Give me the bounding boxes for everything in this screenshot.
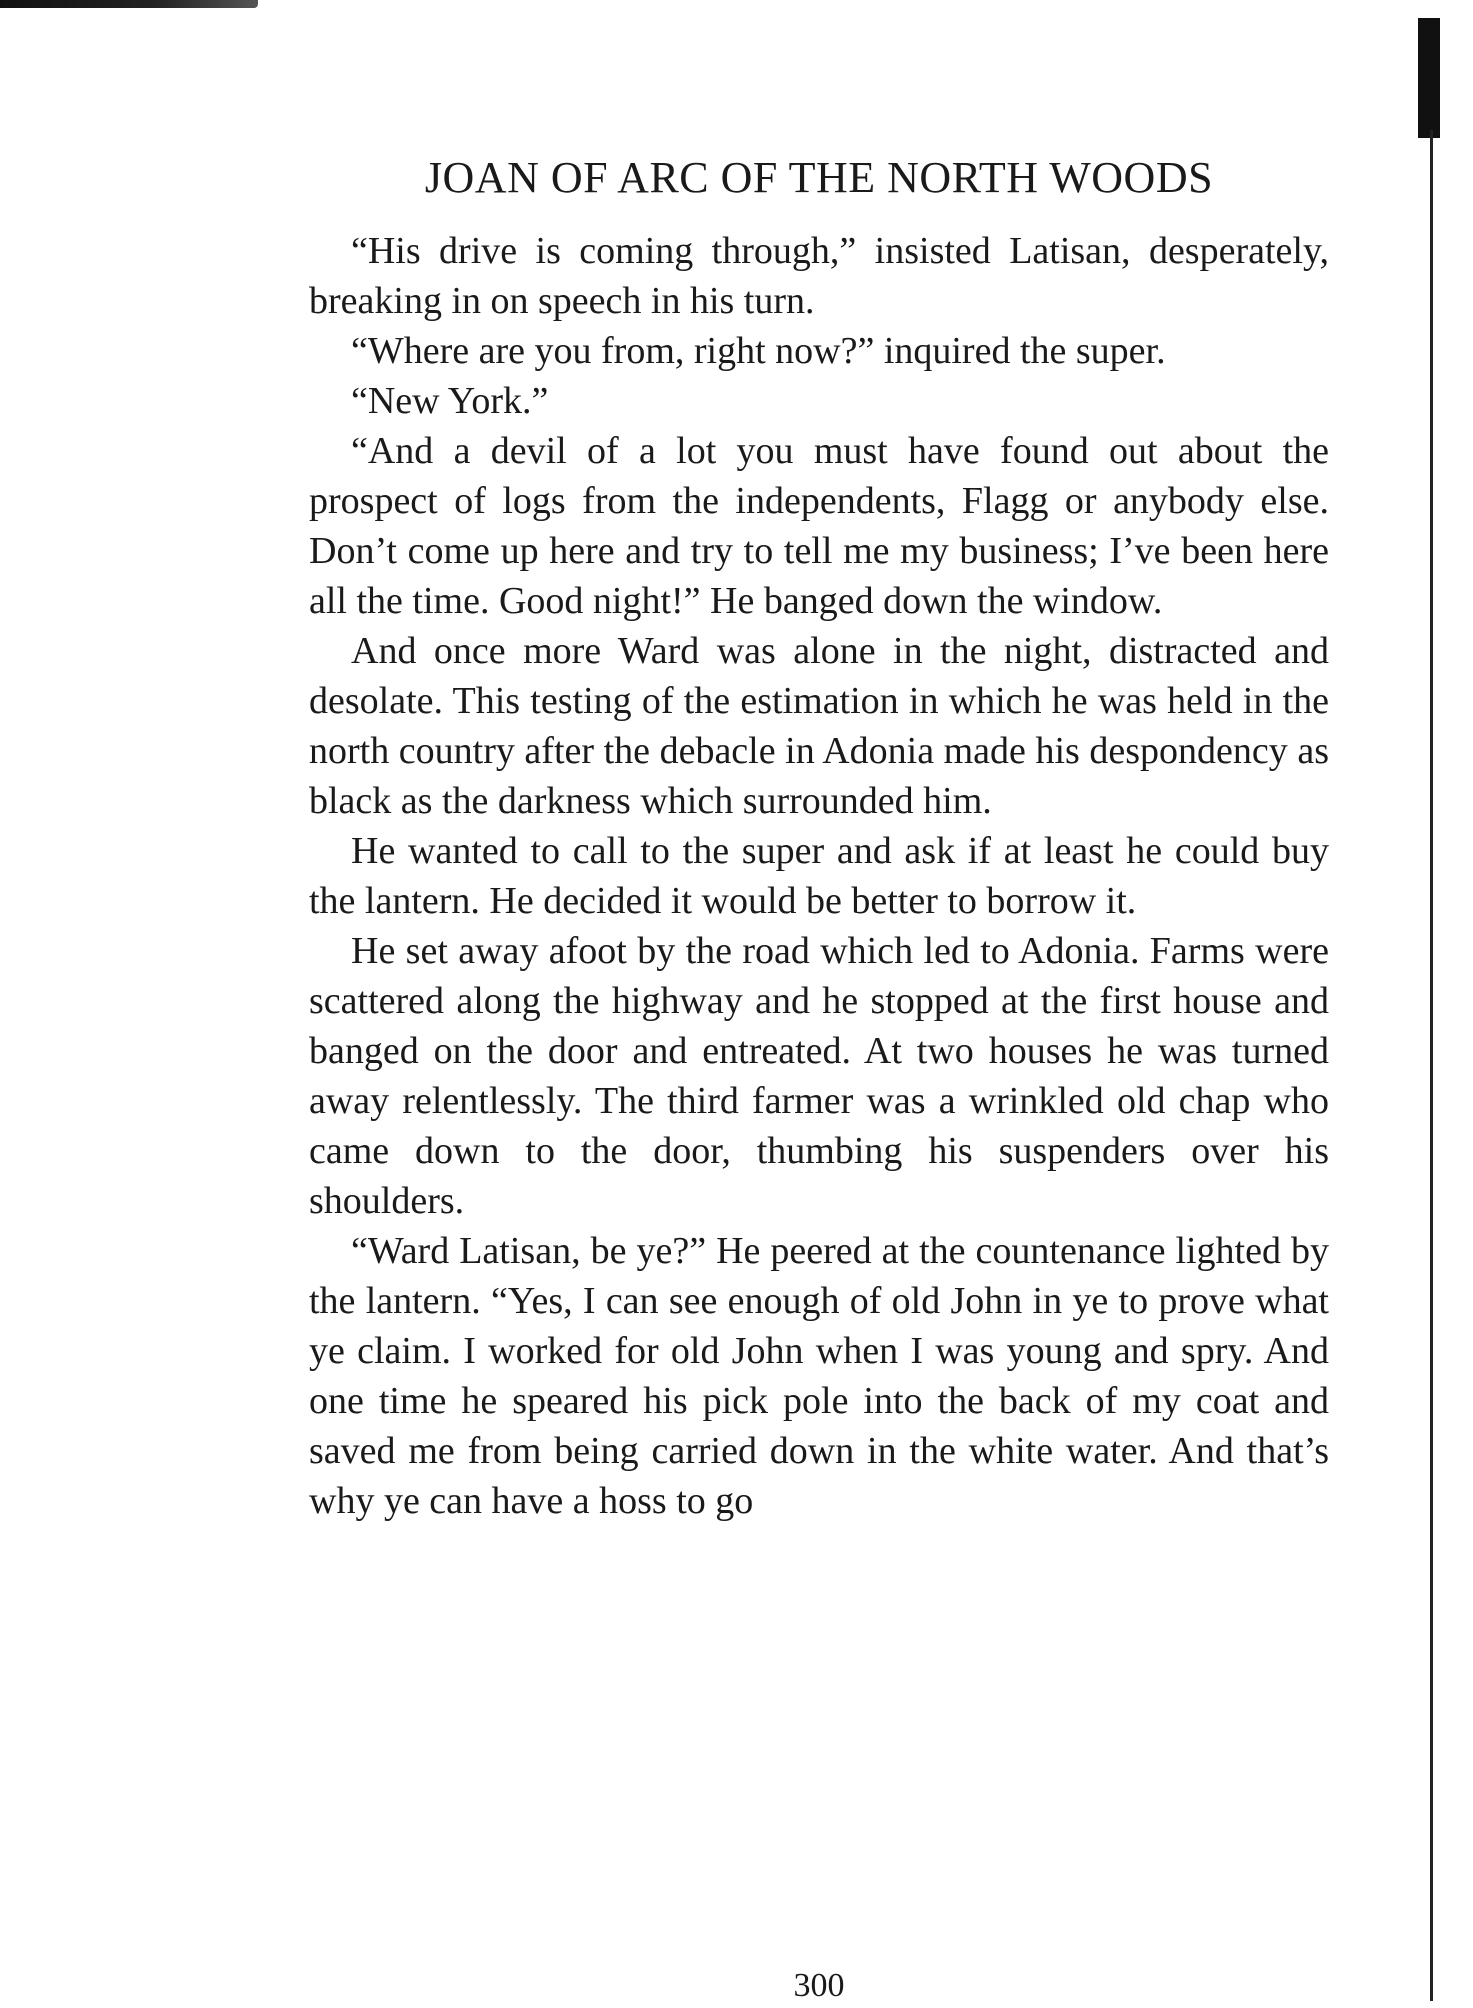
paragraph: “Ward Latisan, be ye?” He peered at the countenance lighted by the lantern. “Yes, I can see enough of old John in ye to prove what ye claim. I worked for old John when I was young and spry. And one time he speared his pick pole into the back of my coat and saved me from being carried down in the white water. And that’s why ye can have a hoss to go: [309, 1230, 1329, 1522]
paragraph: “New York.”: [351, 380, 549, 422]
body-text: [309, 226, 1329, 1526]
scan-artifact-top: [0, 0, 258, 8]
running-head: JOAN OF ARC OF THE NORTH WOODS: [424, 153, 1214, 202]
paragraph: “His drive is coming through,” insisted Latisan, desperately, breaking in on speech in his turn.: [309, 230, 1329, 322]
page-number: 300: [793, 1967, 845, 2004]
scan-artifact-right-line: [1430, 130, 1433, 2001]
paragraph: And once more Ward was alone in the night, distracted and desolate. This testing of the estimation in which he was held in the north country after the debacle in Adonia made his despondency as black as the darkness which surrounded him.: [309, 630, 1329, 822]
paragraph: “Where are you from, right now?” inquired the super.: [351, 330, 1166, 372]
scan-artifact-right-edge: [1418, 18, 1440, 138]
paragraph: “And a devil of a lot you must have found out about the prospect of logs from the independents, Flagg or anybody else. Don’t come up here and try to tell me my business; I’ve been here all the time. Good night!” He banged down the window.: [309, 430, 1329, 622]
book-page: [309, 148, 1329, 2004]
paragraph: He set away afoot by the road which led to Adonia. Farms were scattered along the highway and he stopped at the first house and banged on the door and entreated. At two houses he was turned away relentlessly. The third farmer was a wrinkled old chap who came down to the door, thumbing his suspenders over his shoulders.: [309, 930, 1329, 1222]
paragraph: He wanted to call to the super and ask if at least he could buy the lantern. He decided it would be better to borrow it.: [309, 830, 1329, 922]
